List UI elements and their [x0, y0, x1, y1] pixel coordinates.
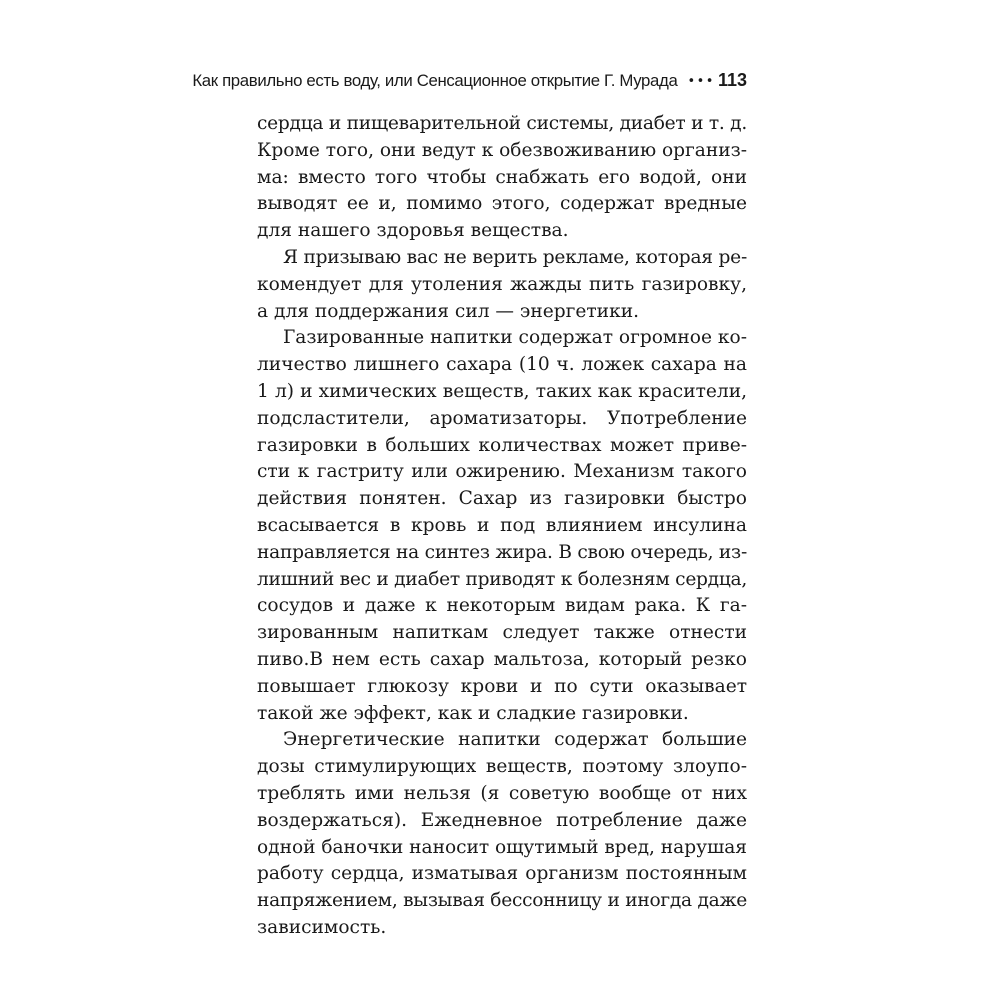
text-line: 1 л) и химических веществ, таких как красители, — [257, 380, 747, 402]
running-header-title: Как правильно есть воду, или Сенсационное открытие Г. Мурада — [192, 71, 678, 90]
text-line: воздержаться). Ежедневное потребление даже — [257, 809, 747, 831]
text-line: выводят ее и, помимо этого, содержат вредные — [257, 193, 747, 215]
text-line: зированным напиткам следует также отнести — [257, 622, 747, 644]
text-line: работу сердца, изматывая организм постоянным — [257, 863, 747, 885]
text-line: личество лишнего сахара (10 ч. ложек сахара на — [257, 354, 747, 376]
text-line: а для поддержания сил — энергетики. — [257, 300, 639, 322]
text-line: напряжением, вызывая бессонницу и иногда даже — [257, 890, 747, 912]
text-line: треблять ими нельзя (я советую вообще от них — [257, 782, 747, 804]
text-line: газировки в больших количествах может приве- — [257, 434, 747, 456]
body-text — [257, 111, 747, 942]
text-line: повышает глюкозу крови и по сути оказывает — [257, 675, 747, 697]
text-line: пиво.В нем есть сахар мальтоза, который резко — [257, 648, 747, 670]
text-line: комендует для утоления жажды пить газировку, — [257, 273, 747, 295]
text-line: дозы стимулирующих веществ, поэтому злоупо- — [257, 756, 747, 778]
text-line: для нашего здоровья вещества. — [257, 220, 569, 242]
text-line: сердца и пищеварительной системы, диабет и т. д. — [257, 113, 747, 134]
page-number: 113 — [717, 70, 747, 90]
text-line: одной баночки наносит ощутимый вред, нарушая — [257, 836, 747, 858]
text-line: такой же эффект, как и сладкие газировки. — [257, 702, 689, 724]
text-line: зависимость. — [257, 916, 387, 938]
text-line: направляется на синтез жира. В свою очередь, из- — [257, 541, 747, 563]
header-dots-ornament: ••• — [687, 74, 715, 89]
text-line: действия понятен. Сахар из газировки быстро — [257, 488, 747, 510]
text-line: Я призываю вас не верить рекламе, которая ре- — [283, 246, 747, 268]
text-line: сосудов и даже к некоторым видам рака. К га- — [257, 595, 747, 617]
text-line: Энергетические напитки содержат большие — [283, 729, 747, 751]
text-line: сти к гастриту или ожирению. Механизм такого — [257, 461, 747, 483]
text-line: ма: вместо того чтобы снабжать его водой, они — [257, 166, 747, 188]
text-line: Кроме того, они ведут к обезвоживанию организ- — [257, 139, 747, 161]
text-line: подсластители, ароматизаторы. Употребление — [257, 407, 747, 429]
text-line: Газированные напитки содержат огромное ко- — [283, 327, 747, 349]
text-line: всасывается в кровь и под влиянием инсулина — [257, 514, 747, 536]
text-line: лишний вес и диабет приводят к болезням сердца, — [257, 568, 747, 590]
running-header — [192, 70, 747, 96]
